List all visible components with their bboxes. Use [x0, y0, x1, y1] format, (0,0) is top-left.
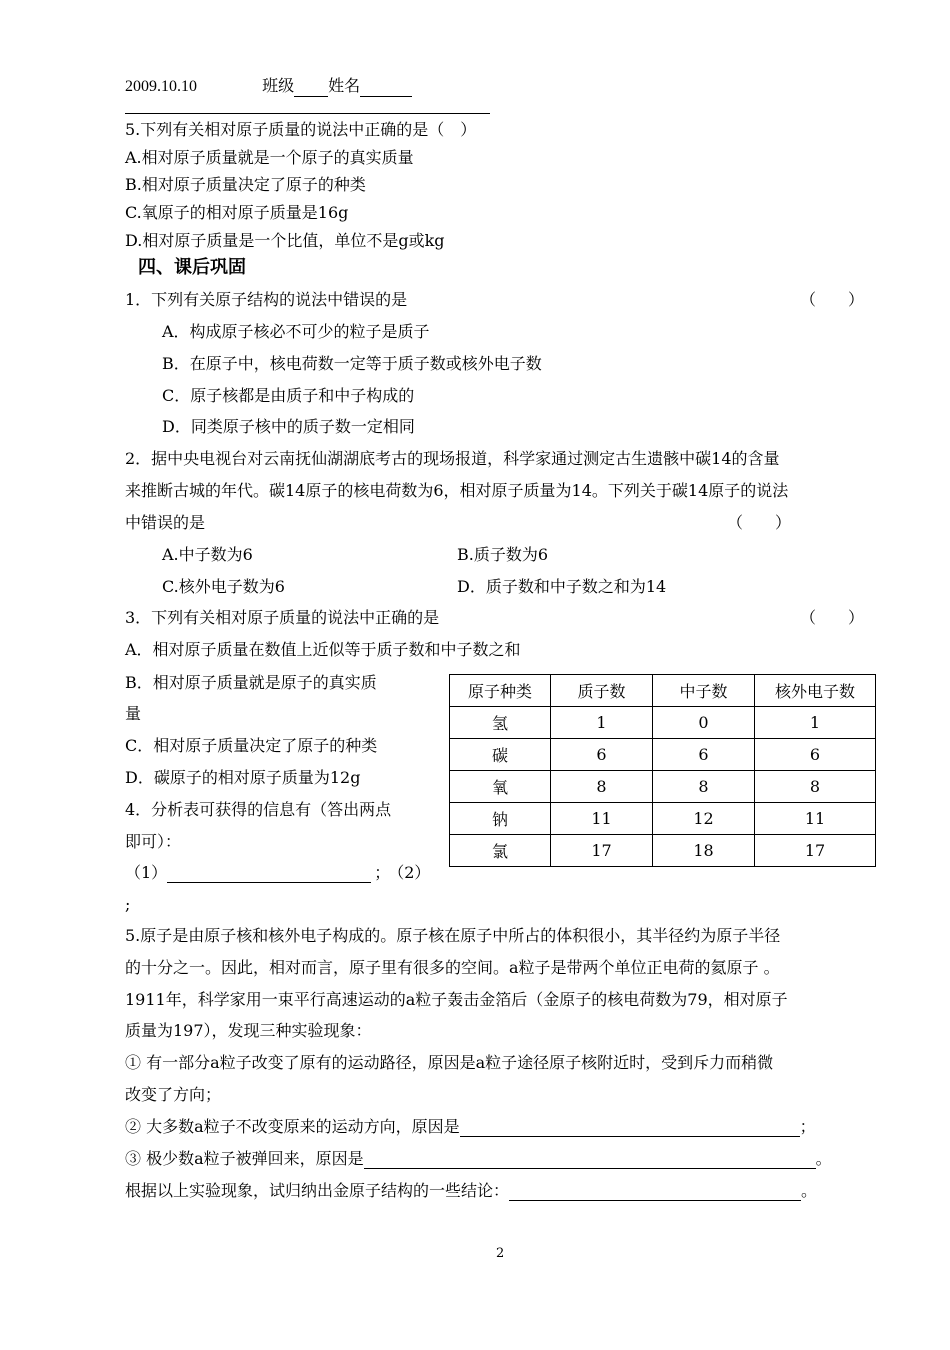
q5b-line-2: 的十分之一。因此，相对而言，原子里有很多的空间。a粒子是带两个单位正电荷的氦原子 。	[125, 958, 780, 977]
table-row	[450, 771, 876, 803]
q5b-observation-2-end: ；	[799, 1117, 816, 1136]
table-cell: 钠	[450, 803, 551, 835]
q5b-observation-2-line	[125, 1117, 816, 1137]
atom-data-table	[449, 674, 876, 867]
q1-stem: 1．下列有关原子结构的说法中错误的是	[125, 290, 408, 309]
table-cell: 6	[653, 739, 755, 771]
q4-blank-1[interactable]	[167, 864, 371, 883]
q5a-option-d: D.相对原子质量是一个比值，单位不是g或kg	[125, 231, 445, 250]
table-header-cell: 质子数	[551, 675, 653, 707]
header-divider	[125, 113, 490, 114]
q5b-line-3: 1911年，科学家用一束平行高速运动的a粒子轰击金箔后（金原子的核电荷数为79，相对原子	[125, 990, 788, 1009]
table-cell: 17	[551, 835, 653, 867]
q3-option-b-line1: B．相对原子质量就是原子的真实质	[125, 673, 377, 692]
q1-answer-paren[interactable]: （ ）	[800, 290, 865, 309]
q5b-line-4: 质量为197），发现三种实验现象：	[125, 1021, 372, 1040]
table-cell: 17	[755, 835, 876, 867]
q5b-line-1: 5.原子是由原子核和核外电子构成的。原子核在原子中所占的体积很小，其半径约为原子半径	[125, 926, 781, 945]
header-date: 2009.10.10	[125, 78, 197, 95]
q5a-option-a: A.相对原子质量就是一个原子的真实质量	[125, 148, 414, 167]
page-number: 2	[496, 1246, 505, 1261]
q5b-conclusion-line	[125, 1181, 817, 1201]
q5a-stem: 5.下列有关相对原子质量的说法中正确的是（ ）	[125, 120, 477, 139]
table-header-row	[450, 675, 876, 707]
table-row	[450, 803, 876, 835]
q2-answer-paren[interactable]: （ ）	[727, 513, 792, 532]
q5b-observation-3-line	[125, 1149, 832, 1169]
q4-semicolon-2: ;	[125, 895, 131, 914]
table-header-cell: 核外电子数	[755, 675, 876, 707]
q4-line-1: 4．分析表可获得的信息有（答出两点	[125, 800, 392, 819]
table-cell: 0	[653, 707, 755, 739]
q3-stem: 3．下列有关相对原子质量的说法中正确的是	[125, 608, 440, 627]
q5b-observation-1b: 改变了方向；	[125, 1085, 222, 1104]
q5b-observation-1a: ① 有一部分a粒子改变了原有的运动路径，原因是a粒子途径原子核附近时，受到斥力而稍微	[125, 1053, 774, 1072]
q5b-blank-3[interactable]	[364, 1150, 816, 1169]
section-title: 四、课后巩固	[138, 257, 246, 278]
table-cell: 8	[755, 771, 876, 803]
name-blank[interactable]	[360, 78, 412, 97]
q5a-option-b: B.相对原子质量决定了原子的种类	[125, 175, 366, 194]
q2-option-c: C.核外电子数为6	[162, 577, 285, 596]
q3-answer-paren[interactable]: （ ）	[800, 608, 865, 627]
q1-option-a: A．构成原子核必不可少的粒子是质子	[162, 322, 430, 341]
q3-option-c: C．相对原子质量决定了原子的种类	[125, 736, 378, 755]
q5a-option-c: C.氧原子的相对原子质量是16g	[125, 203, 349, 222]
table-cell: 11	[755, 803, 876, 835]
q4-semicolon-1: ；	[374, 863, 391, 882]
table-cell: 氯	[450, 835, 551, 867]
q3-option-b-line2: 量	[125, 704, 142, 723]
table-cell: 6	[551, 739, 653, 771]
table-cell: 氢	[450, 707, 551, 739]
q2-option-d: D．质子数和中子数之和为14	[457, 577, 667, 596]
q5b-blank-conclusion[interactable]	[509, 1182, 801, 1201]
table-cell: 碳	[450, 739, 551, 771]
table-cell: 12	[653, 803, 755, 835]
q4-answer-line	[125, 863, 430, 883]
table-cell: 6	[755, 739, 876, 771]
q1-option-d: D．同类原子核中的质子数一定相同	[162, 417, 415, 436]
table-row	[450, 835, 876, 867]
q3-option-a: A．相对原子质量在数值上近似等于质子数和中子数之和	[125, 640, 521, 659]
q5b-conclusion-end: 。	[801, 1181, 818, 1200]
class-label: 班级	[262, 76, 295, 95]
table-header-cell: 原子种类	[450, 675, 551, 707]
q2-option-a: A.中子数为6	[162, 545, 253, 564]
table-cell: 8	[551, 771, 653, 803]
header-line	[125, 76, 412, 97]
q2-line-3: 中错误的是	[125, 513, 206, 532]
q4-part-1-label: （1）	[125, 863, 168, 882]
table-row	[450, 707, 876, 739]
q5b-blank-2[interactable]	[460, 1118, 800, 1137]
table-cell: 氧	[450, 771, 551, 803]
q5b-conclusion: 根据以上实验现象，试归纳出金原子结构的一些结论：	[125, 1181, 510, 1200]
q2-line-2: 来推断古城的年代。碳14原子的核电荷数为6，相对原子质量为14。下列关于碳14原子的说法	[125, 481, 789, 500]
q5b-observation-2: ② 大多数a粒子不改变原来的运动方向，原因是	[125, 1117, 460, 1136]
q3-option-d: D．碳原子的相对原子质量为12g	[125, 768, 361, 787]
q2-line-1: 2．据中央电视台对云南抚仙湖湖底考古的现场报道，科学家通过测定古生遗骸中碳14的含量	[125, 449, 780, 468]
table-row	[450, 739, 876, 771]
table-cell: 8	[653, 771, 755, 803]
q4-part-2-label: （2）	[396, 863, 431, 882]
q1-option-c: C．原子核都是由质子和中子构成的	[162, 386, 415, 405]
name-label: 姓名	[328, 76, 361, 95]
table-cell: 1	[551, 707, 653, 739]
table-cell: 11	[551, 803, 653, 835]
class-blank[interactable]	[294, 78, 328, 97]
q5b-observation-3: ③ 极少数a粒子被弹回来，原因是	[125, 1149, 364, 1168]
table-header-cell: 中子数	[653, 675, 755, 707]
q5b-observation-3-end: 。	[815, 1149, 832, 1168]
q4-line-2: 即可）：	[125, 832, 182, 851]
table-cell: 18	[653, 835, 755, 867]
table-cell: 1	[755, 707, 876, 739]
q1-option-b: B．在原子中，核电荷数一定等于质子数或核外电子数	[162, 354, 542, 373]
q2-option-b: B.质子数为6	[457, 545, 549, 564]
